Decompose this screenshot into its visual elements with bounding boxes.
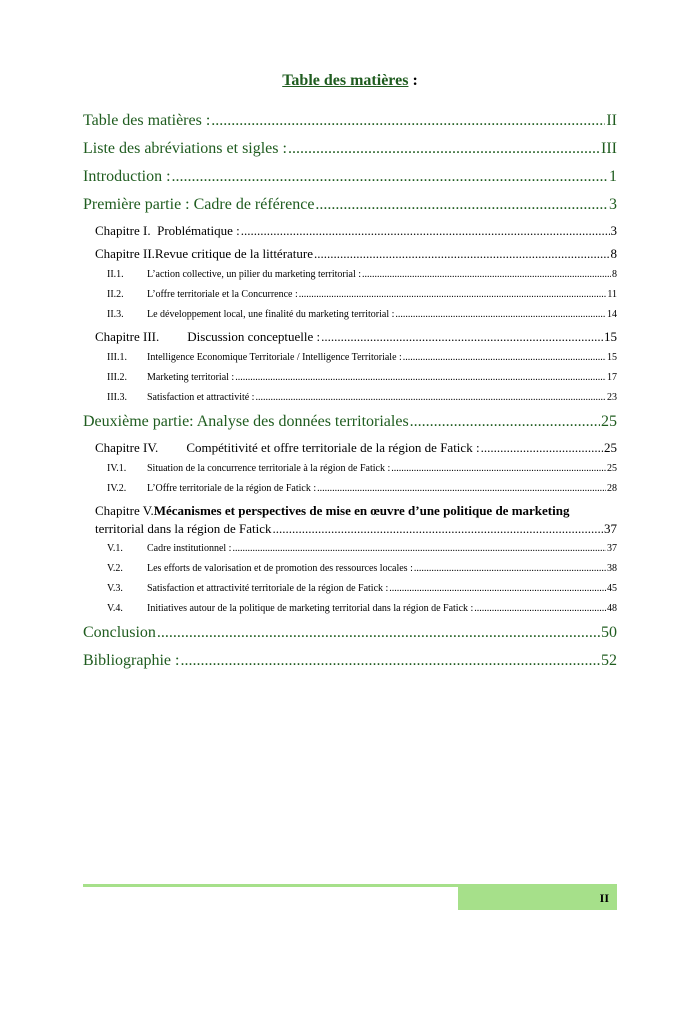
toc-section-number: II.3. (107, 309, 124, 320)
toc-entry-page: 25 (601, 413, 617, 430)
toc-entry-title (107, 285, 298, 305)
toc-entry-page: 8 (610, 246, 617, 261)
toc-leader-dots (321, 325, 603, 348)
toc-entry-page: 37 (607, 543, 617, 554)
toc-entry-chapitre-2[interactable] (95, 242, 617, 265)
toc-section-title: Initiatives autour de la politique de marketing territorial dans la région de Fatick : (147, 603, 474, 614)
toc-entry-page: 48 (607, 603, 617, 614)
table-of-contents (83, 107, 617, 675)
toc-leader-dots (241, 219, 610, 242)
toc-entry-page: 52 (601, 652, 617, 669)
toc-entry-title (107, 539, 231, 559)
toc-section-title: Satisfaction et attractivité territoriale de la région de Fatick : (147, 583, 389, 594)
toc-entry-section-2-3[interactable] (107, 305, 617, 325)
toc-leader-dots (317, 479, 606, 499)
toc-section-number: II.1. (107, 269, 124, 280)
toc-entry-page: 23 (607, 392, 617, 403)
toc-chapter-title: Mécanismes et perspectives de mise en œuvre d’une politique de marketing (153, 503, 570, 518)
toc-entry-page: 11 (607, 289, 617, 300)
toc-entry-title (95, 325, 320, 348)
toc-entry-title (95, 219, 240, 242)
toc-leader-dots (362, 265, 611, 285)
toc-entry-title: Introduction : (83, 168, 171, 185)
toc-section-title: Marketing territorial : (147, 372, 235, 383)
toc-entry-page: 1 (609, 168, 617, 185)
toc-entry-page: 37 (604, 521, 617, 536)
toc-entry-title (95, 502, 617, 519)
toc-leader-dots (314, 242, 609, 265)
toc-chapter-title-cont: territorial dans la région de Fatick (95, 521, 272, 536)
toc-entry-page: 15 (604, 329, 617, 344)
toc-section-title: L’action collective, un pilier du marketing territorial : (147, 269, 362, 280)
toc-section-title: Les efforts de valorisation et de promotion des ressources locales : (147, 563, 413, 574)
toc-section-number: V.2. (107, 563, 123, 574)
toc-entry-title (107, 348, 402, 368)
toc-entry-title (107, 265, 361, 285)
toc-entry-section-5-3[interactable] (107, 579, 617, 599)
footer-page-number: II (458, 887, 617, 910)
toc-entry-title (107, 368, 234, 388)
toc-section-title: Situation de la concurrence territoriale à la région de Fatick : (147, 463, 391, 474)
toc-entry-section-2-1[interactable] (107, 265, 617, 285)
toc-chapter-label: Chapitre IV. (95, 440, 159, 455)
toc-entry-section-4-2[interactable] (107, 479, 617, 499)
toc-entry-title (107, 599, 473, 619)
toc-entry-section-2-2[interactable] (107, 285, 617, 305)
toc-leader-dots (315, 191, 608, 219)
toc-entry-page: 38 (607, 563, 617, 574)
toc-entry-liste-abreviations[interactable] (83, 135, 617, 163)
toc-entry-page: 8 (612, 269, 617, 280)
toc-section-number: III.3. (107, 392, 127, 403)
toc-entry-section-3-1[interactable] (107, 348, 617, 368)
toc-leader-dots (172, 163, 608, 191)
toc-leader-dots (410, 408, 600, 436)
toc-entry-title (107, 305, 394, 325)
toc-chapter-title: Compétitivité et offre territoriale de la région de Fatick : (186, 440, 480, 455)
toc-section-title: Cadre institutionnel : (147, 543, 232, 554)
toc-entry-bibliographie[interactable] (83, 647, 617, 675)
toc-leader-dots (232, 539, 606, 559)
toc-section-number: V.3. (107, 583, 123, 594)
toc-entry-page: 17 (607, 372, 617, 383)
toc-entry-table-des-matieres[interactable] (83, 107, 617, 135)
toc-entry-title (107, 388, 254, 408)
page-title-suffix: : (408, 72, 418, 89)
toc-entry-title (107, 559, 413, 579)
toc-entry-page: 3 (609, 196, 617, 213)
toc-entry-chapitre-5[interactable] (95, 502, 617, 539)
toc-leader-dots (481, 436, 603, 459)
toc-section-number: IV.1. (107, 463, 127, 474)
toc-leader-dots (255, 388, 606, 408)
toc-leader-dots (157, 619, 600, 647)
toc-entry-page: 25 (604, 440, 617, 455)
toc-entry-page: 45 (607, 583, 617, 594)
page-title-text: Table des matières (282, 72, 409, 89)
toc-section-number: IV.2. (107, 483, 127, 494)
toc-entry-introduction[interactable] (83, 163, 617, 191)
toc-leader-dots (474, 599, 606, 619)
toc-entry-section-3-2[interactable] (107, 368, 617, 388)
toc-chapter-title: Revue critique de la littérature (154, 246, 314, 261)
toc-leader-dots (389, 579, 606, 599)
toc-entry-section-5-4[interactable] (107, 599, 617, 619)
toc-section-number: V.1. (107, 543, 123, 554)
toc-entry-title: Bibliographie : (83, 652, 180, 669)
toc-section-title: L’offre territoriale et la Concurrence : (147, 289, 298, 300)
toc-entry-premiere-partie[interactable] (83, 191, 617, 219)
toc-entry-page: II (606, 112, 617, 129)
toc-entry-title: Liste des abréviations et sigles : (83, 140, 287, 157)
toc-entry-chapitre-4[interactable] (95, 436, 617, 459)
toc-entry-page: 25 (607, 463, 617, 474)
toc-entry-section-3-3[interactable] (107, 388, 617, 408)
toc-section-number: III.1. (107, 352, 127, 363)
toc-entry-title: Conclusion (83, 624, 156, 641)
toc-entry-section-4-1[interactable] (107, 459, 617, 479)
toc-section-number: III.2. (107, 372, 127, 383)
toc-leader-dots (180, 647, 600, 675)
toc-entry-section-5-1[interactable] (107, 539, 617, 559)
toc-entry-title (95, 436, 480, 459)
toc-entry-page: III (601, 140, 617, 157)
toc-entry-section-5-2[interactable] (107, 559, 617, 579)
toc-leader-dots (395, 305, 606, 325)
toc-section-title: Intelligence Economique Territoriale / Intelligence Territoriale : (147, 352, 402, 363)
toc-entry-title: Deuxième partie: Analyse des données territoriales (83, 413, 409, 430)
toc-entry-page: 3 (610, 223, 617, 238)
toc-entry-title (95, 242, 313, 265)
toc-entry-page: 14 (607, 309, 617, 320)
toc-entry-conclusion[interactable] (83, 619, 617, 647)
toc-entry-title (107, 479, 316, 499)
toc-leader-dots (299, 285, 607, 305)
toc-leader-dots (211, 107, 605, 135)
toc-entry-title: Table des matières : (83, 112, 211, 129)
toc-leader-dots (391, 459, 606, 479)
toc-entry-continuation (95, 519, 617, 539)
toc-entry-page: 28 (607, 483, 617, 494)
toc-section-title: Le développement local, une finalité du marketing territorial : (147, 309, 395, 320)
toc-entry-title: Première partie : Cadre de référence (83, 196, 315, 213)
toc-entry-page: 50 (601, 624, 617, 641)
toc-entry-deuxieme-partie[interactable] (83, 408, 617, 436)
toc-leader-dots (288, 135, 600, 163)
toc-entry-title (107, 459, 390, 479)
toc-section-number: V.4. (107, 603, 123, 614)
toc-leader-dots (273, 519, 603, 539)
toc-section-title: Satisfaction et attractivité : (147, 392, 255, 403)
toc-leader-dots (235, 368, 606, 388)
toc-chapter-title: Problématique : (157, 223, 240, 238)
toc-entry-chapitre-1[interactable] (95, 219, 617, 242)
toc-section-title: L’Offre territoriale de la région de Fatick : (147, 483, 317, 494)
toc-entry-page: 15 (607, 352, 617, 363)
toc-leader-dots (414, 559, 606, 579)
toc-entry-chapitre-3[interactable] (95, 325, 617, 348)
toc-chapter-label: Chapitre V. (95, 503, 154, 518)
toc-section-number: II.2. (107, 289, 124, 300)
toc-chapter-label: Chapitre I. (95, 223, 151, 238)
toc-entry-title (107, 579, 388, 599)
toc-leader-dots (403, 348, 606, 368)
page-title (0, 72, 700, 90)
toc-chapter-title: Discussion conceptuelle : (187, 329, 321, 344)
toc-chapter-label: Chapitre III. (95, 329, 160, 344)
toc-chapter-label: Chapitre II. (95, 246, 155, 261)
